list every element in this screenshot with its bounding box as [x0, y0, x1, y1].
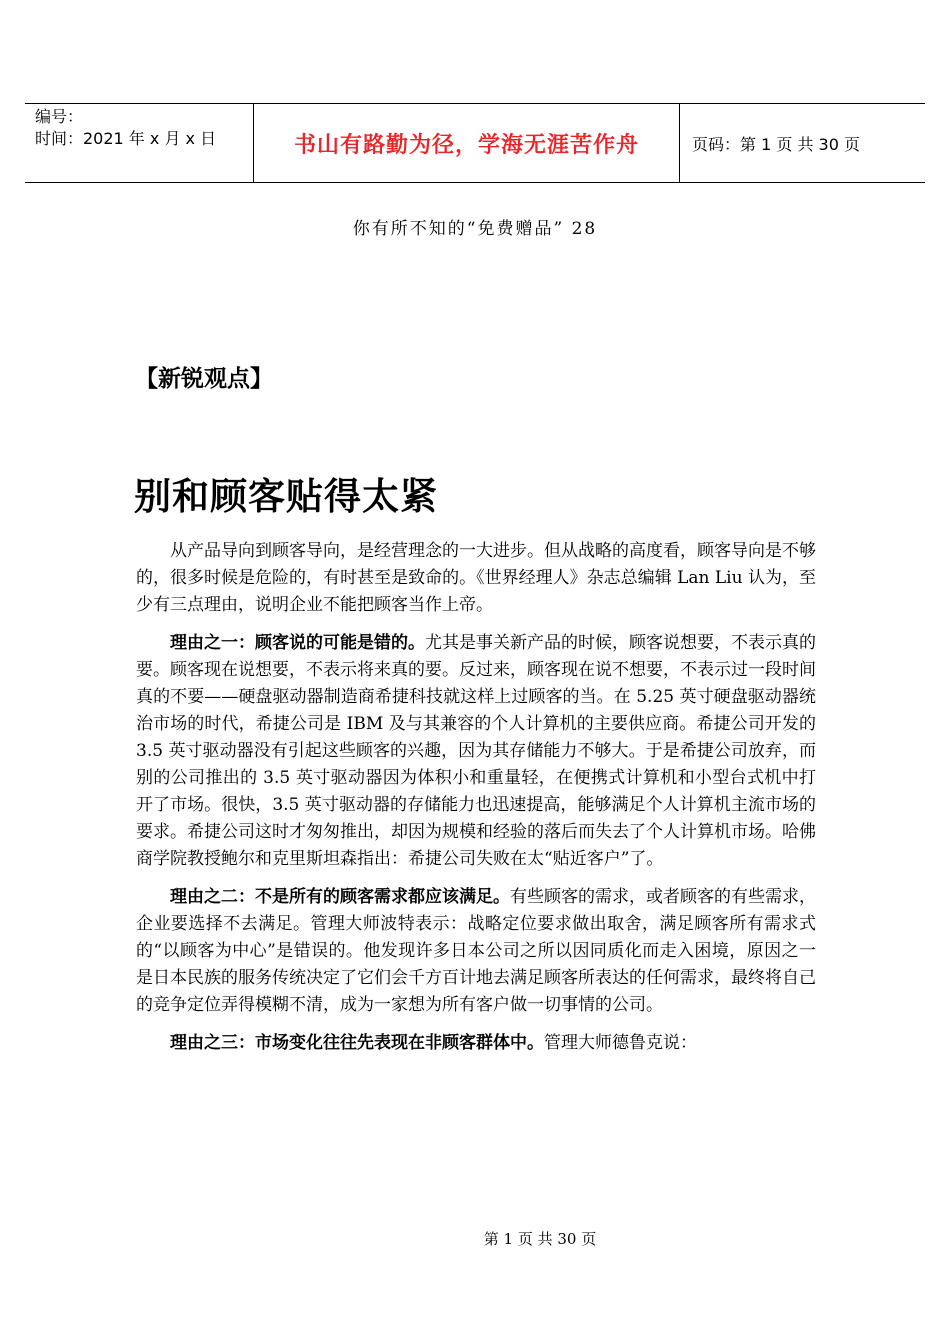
document-title: 你有所不知的“免费赠品” 28 [352, 219, 598, 239]
reason-one-paragraph [136, 630, 816, 873]
intro-paragraph: 从产品导向到顾客导向，是经营理念的一大进步。但从战略的高度看，顾客导向是不够的，很多时候是危险的，有时甚至是致命的。《世界经理人》杂志总编辑 Lan Liu 认为，至少有三点理由，说明企业不能把顾客当作上帝。 [136, 541, 816, 615]
section-tag: 【新锐观点】 [135, 366, 273, 392]
reason-one-text: 尤其是事关新产品的时候，顾客说想要，不表示真的要。顾客现在说想要，不表示将来真的要。反过来，顾客现在说不想要，不表示过一段时间真的不要——硬盘驱动器制造商希捷科技就这样上过顾客的当。在 5.25 英寸硬盘驱动器统治市场的时代，希捷公司是 IBM 及与其兼容的个人计算机的主要供应商。希捷公司开发的 3.5 英寸驱动器没有引起这些顾客的兴趣，因为其存储能力不够大。于是希捷公司放弃，而别的公司推出的 3.5 英寸驱动器因为体积小和重量轻，在便携式计算机和小型台式机中打开了市场。很快，3.5 英寸驱动器的存储能力也迅速提高，能够满足个人计算机主流市场的要求。希捷公司这时才匆匆推出，却因为规模和经验的落后而失去了个人计算机市场。哈佛商学院教授鲍尔和克里斯坦森指出：希捷公司失败在太“贴近客户”了。 [136, 633, 816, 869]
time-label: 时间：2021 年 x 月 x 日 [35, 129, 217, 148]
article-body [136, 538, 816, 1068]
reason-three-lead: 理由之三：市场变化往往先表现在非顾客群体中。 [170, 1033, 544, 1053]
motto: 书山有路勤为径，学海无涯苦作舟 [254, 104, 680, 182]
page-label: 页码：第 1 页 共 30 页 [692, 134, 860, 154]
reason-three-text: 管理大师德鲁克说： [544, 1033, 697, 1053]
header-meta [25, 104, 254, 182]
reason-two-text: 有些顾客的需求，或者顾客的有些需求，企业要选择不去满足。管理大师波特表示：战略定位要求做出取舍，满足顾客所有需求式的“以顾客为中心”是错误的。他发现许多日本公司之所以因同质化而走入困境，原因之一是日本民族的服务传统决定了它们会千方百计地去满足顾客所表达的任何需求，最终将自己的竞争定位弄得模糊不清，成为一家想为所有客户做一切事情的公司。 [136, 887, 816, 1015]
reason-three-paragraph [136, 1030, 816, 1057]
header-table [25, 103, 925, 183]
reason-two-lead: 理由之二：不是所有的顾客需求都应该满足。 [170, 887, 510, 907]
article-headline: 别和顾客贴得太紧 [134, 474, 438, 518]
reason-one-lead: 理由之一：顾客说的可能是错的。 [170, 633, 425, 653]
page-footer: 第 1 页 共 30 页 [483, 1230, 597, 1248]
reason-two-paragraph [136, 884, 816, 1019]
number-label: 编号： [35, 107, 84, 126]
